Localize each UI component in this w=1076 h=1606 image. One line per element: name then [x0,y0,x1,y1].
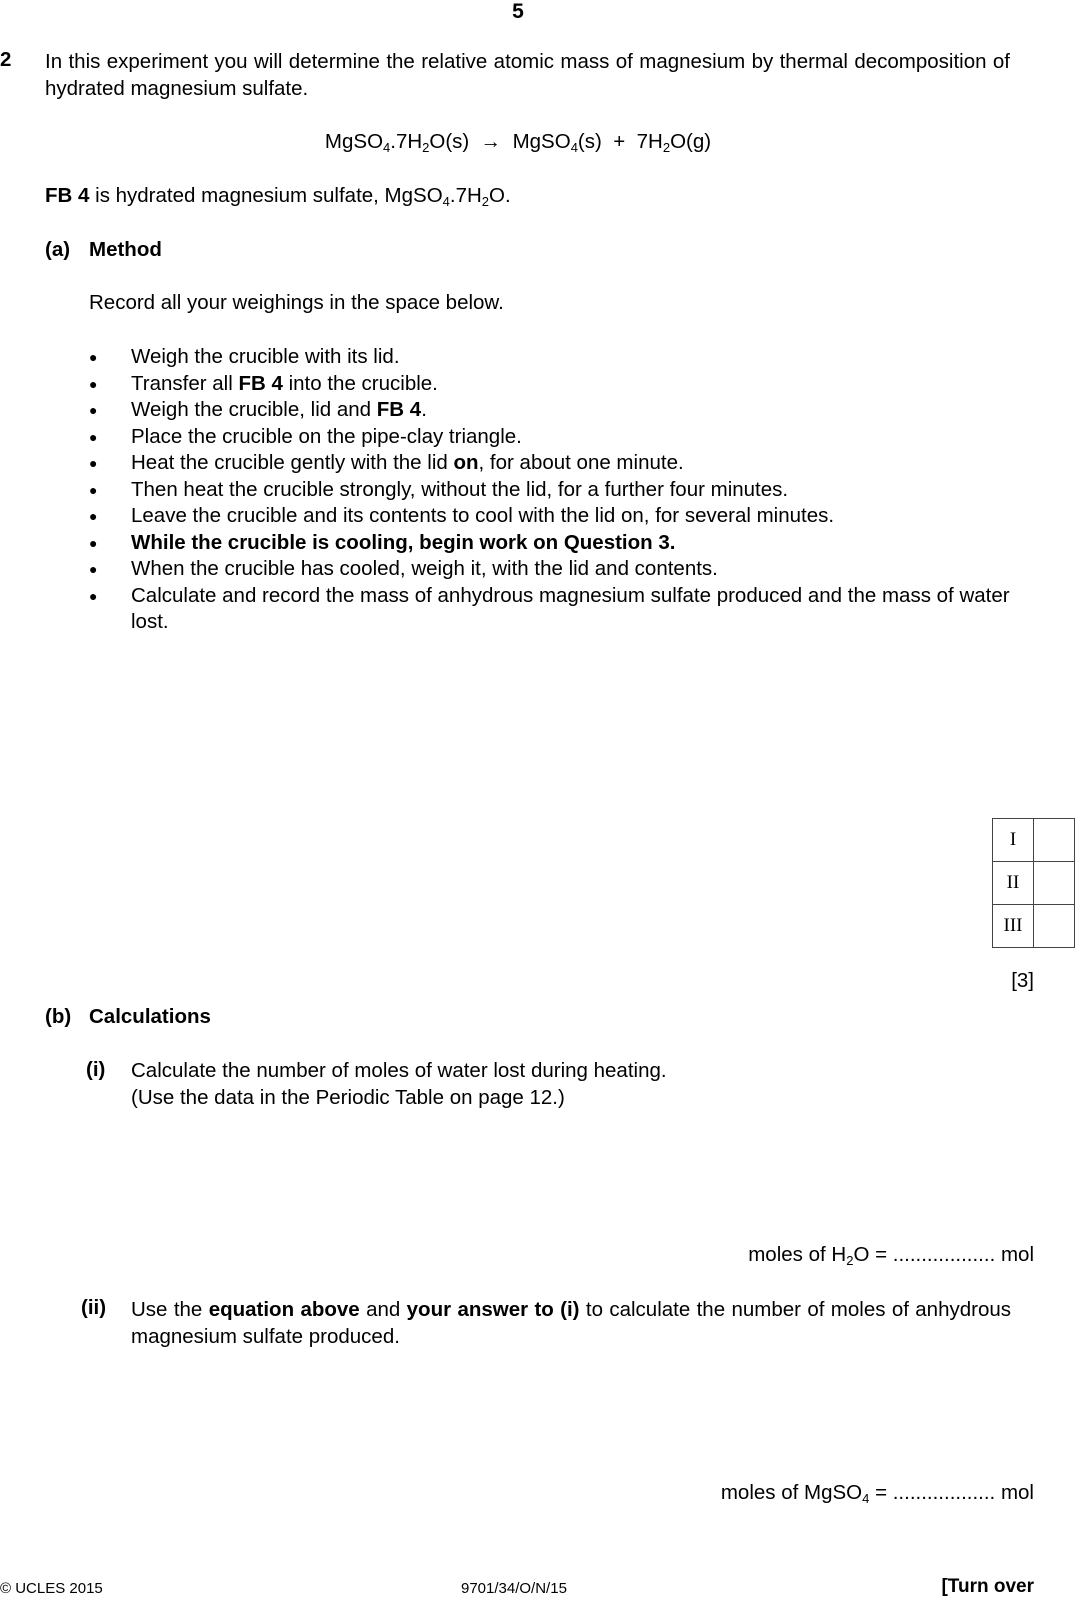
mark-box [1034,862,1075,905]
mark-box [1034,819,1075,862]
mark-row [993,905,1075,948]
moles-water-answer-line[interactable]: moles of $H_2O$ = .................. mol [748,1243,1034,1268]
method-step: ● Leave the crucible and its contents to cool with the lid on, for several minutes. [89,503,1014,530]
question-intro: In this experiment you will determine the relative atomic mass of magnesium by thermal decomposition of hydrated magnesium sulfate. [45,50,1010,100]
bullet-icon: ● [89,375,98,392]
method-steps [89,344,1014,636]
part-a-marks: [3] [1011,969,1034,992]
method-step: ● Calculate and record the mass of anhydrous magnesium sulfate produced and the mass of water lost. [89,583,1014,636]
bullet-icon: ● [89,402,98,418]
method-step: ● Heat the crucible gently with the lid on, for about one minute. [89,450,1014,477]
examiner-mark-grid [992,818,1075,948]
record-instruction: Record all your weighings in the space below. [89,291,504,314]
mark-row [993,819,1075,862]
fb4-text: is hydrated magnesium sulfate, $MgSO_4.7H_2O$. [89,184,511,209]
fb4-label: FB 4 [45,184,90,207]
bullet-icon: ● [89,349,98,365]
copyright-notice: © UCLES 2015 [0,1580,103,1597]
method-step: ● Then heat the crucible strongly, without the lid, for a further four minutes. [89,477,1014,504]
bullet-icon: ● [89,428,98,445]
mark-row-label: III [993,905,1034,948]
chemical-equation [0,130,1036,154]
mark-row-label: II [993,862,1034,905]
mark-row-label: I [993,819,1034,862]
page-number: 5 [512,0,524,23]
part-b-ii-question: Use the equation above and your answer to (i) to calculate the number of moles of anhydrous magnesium sulfate produced. [131,1298,1012,1348]
bullet-icon: ● [89,561,98,577]
part-a-label: (a) [45,238,71,261]
turn-over-label: [Turn over [941,1576,1034,1597]
bullet-icon: ● [89,481,98,498]
part-b-i-question: Calculate the number of moles of water lost during heating. (Use the data in the Periodic Table on page 12.) [131,1059,667,1109]
equation-product-2: $7H_2O(g)$ [636,130,712,155]
method-step: ● Transfer all FB 4 into the crucible. [89,371,1014,398]
arrow-icon: → [480,130,502,153]
mark-row [993,862,1075,905]
bullet-icon: ● [89,534,98,551]
method-step: ● Weigh the crucible, lid and FB 4. [89,397,1014,424]
method-step: ● Place the crucible on the pipe-clay triangle. [89,424,1014,451]
method-step: ● When the crucible has cooled, weigh it, with the lid and contents. [89,556,1014,583]
fb4-description [45,184,511,208]
equation-reactant: $MgSO_4.7H_2O(s)$ [324,130,470,155]
bullet-icon: ● [89,587,98,604]
part-b-i-label: (i) [86,1058,106,1081]
method-step: ● While the crucible is cooling, begin work on Question 3. [89,530,1014,557]
part-a-title: Method [89,238,162,261]
part-b-label: (b) [45,1005,72,1028]
part-b-title: Calculations [89,1005,211,1028]
part-b-ii-label: (ii) [81,1296,107,1319]
bullet-icon: ● [89,508,98,524]
paper-code: 9701/34/O/N/15 [461,1580,567,1597]
question-number: 2 [0,48,12,71]
mark-box [1034,905,1075,948]
equation-product-1: MgSO$_4$(s) [512,130,602,155]
equation-plus: + [613,130,626,153]
bullet-icon: ● [89,455,98,471]
moles-mgso4-answer-line[interactable]: moles of MgSO$_4$ = .................. mol [720,1481,1034,1506]
method-step: ● Weigh the crucible with its lid. [89,344,1014,371]
